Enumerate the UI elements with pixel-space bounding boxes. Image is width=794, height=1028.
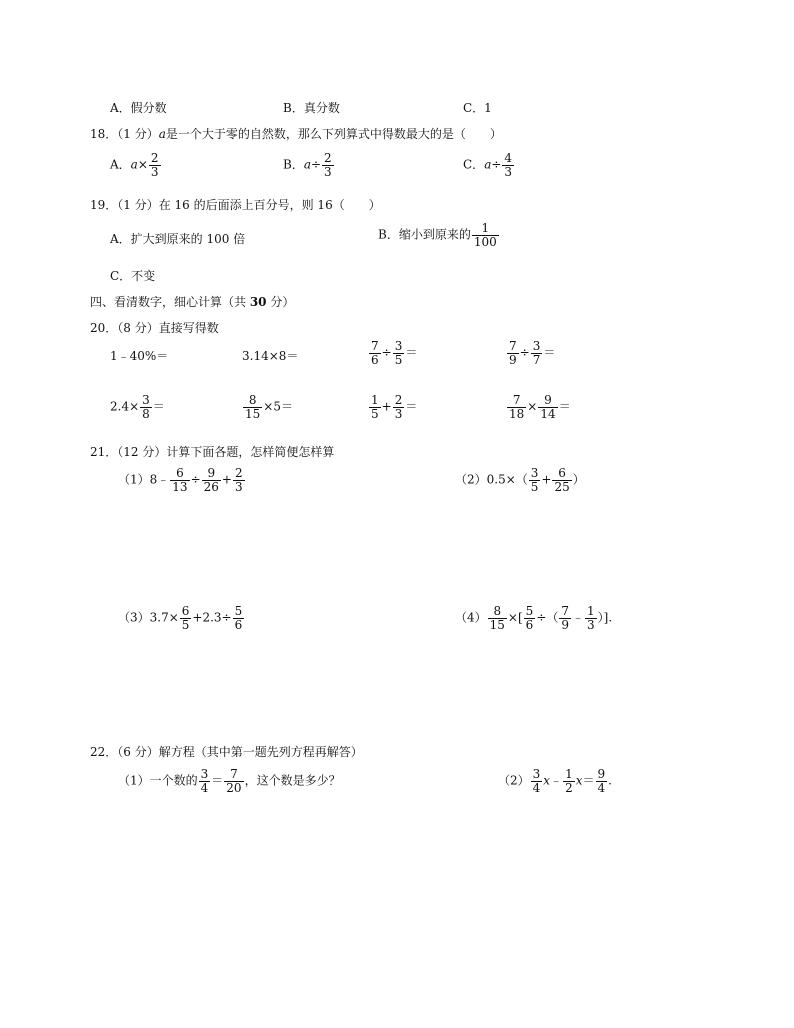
math-token: × <box>137 157 148 172</box>
fraction <box>149 152 161 178</box>
math-token: 14 <box>540 406 556 421</box>
math-token: 3.7× <box>149 610 179 625</box>
math-token: ÷ <box>381 345 392 360</box>
fraction <box>502 152 514 178</box>
q18-stem <box>90 125 502 142</box>
math-token: a <box>484 157 492 172</box>
fraction <box>524 605 536 631</box>
math-token: 8﹣ <box>149 472 170 487</box>
fraction <box>393 394 405 420</box>
math-token: ＝ <box>405 399 418 414</box>
math-token: 6 <box>525 617 534 632</box>
math-token: 25 <box>554 479 570 494</box>
math-token: 3 <box>532 339 541 353</box>
math-token: 8 <box>488 605 507 619</box>
math-token: 7 <box>532 352 541 367</box>
math-token: ＝ <box>543 345 556 360</box>
math-token: 9 <box>561 617 570 632</box>
math-token: 7 <box>371 339 379 353</box>
math-token: 5 <box>181 617 190 632</box>
math-token: 4 <box>532 780 541 795</box>
q19-option-c: C．不变 <box>110 269 156 283</box>
math-token: 8 <box>243 394 262 408</box>
math-token: 13 <box>172 479 188 494</box>
math-token: 5 <box>394 352 403 367</box>
q20-expr-3 <box>368 340 417 366</box>
math-token: 7 <box>561 604 570 618</box>
math-token: 4 <box>597 780 606 795</box>
q21-problem-3 <box>118 605 245 631</box>
math-token: 6 <box>552 467 571 481</box>
math-token: + <box>381 399 392 414</box>
math-token: 2 <box>150 151 159 165</box>
fraction <box>559 605 571 631</box>
math-token: 3 <box>587 617 595 632</box>
math-token: 3 <box>504 164 513 179</box>
math-token: A． <box>110 157 131 172</box>
fraction <box>538 394 557 420</box>
q20-expr-2: 3.14×8＝ <box>242 349 299 363</box>
math-token: + <box>541 472 552 487</box>
math-token: 7 <box>224 768 243 782</box>
math-token: a <box>303 157 311 172</box>
math-token: 6 <box>181 604 190 618</box>
q22-problem-2 <box>498 768 612 794</box>
math-token: ＝ <box>405 345 418 360</box>
math-token: B．缩小到原来的 <box>378 227 471 242</box>
math-token: ）]. <box>597 610 613 625</box>
fraction <box>322 152 334 178</box>
fraction <box>180 605 192 631</box>
fraction <box>507 340 519 366</box>
math-token: 是一个大于零的自然数，那么下列算式中得数最大的是（ ） <box>165 127 502 141</box>
math-token: ） <box>572 472 585 487</box>
q20-expr-8 <box>506 394 571 420</box>
math-token: ×[ <box>507 610 523 625</box>
math-token: 26 <box>203 479 219 494</box>
math-token: ＝ <box>558 399 571 414</box>
math-token: ，这个数是多少？ <box>244 773 341 788</box>
math-token: 7 <box>507 394 526 408</box>
math-token: ÷（ <box>536 610 559 625</box>
math-token: +2.3÷ <box>192 610 232 625</box>
math-token: 3 <box>394 339 403 353</box>
math-token: 1 <box>565 767 573 781</box>
fraction <box>243 394 262 420</box>
q21-problem-2 <box>455 467 585 493</box>
q17-option-c: C．1 <box>463 101 492 115</box>
math-token: 2 <box>565 780 573 795</box>
math-token: （2） <box>498 773 530 788</box>
math-token: B． <box>283 157 304 172</box>
fraction <box>529 467 541 493</box>
q20-expr-4 <box>506 340 555 366</box>
q18-option-b <box>283 152 335 178</box>
math-token: 3 <box>532 767 541 781</box>
math-token: 6 <box>371 352 379 367</box>
math-token: ＝ <box>211 773 224 788</box>
math-token: 9 <box>538 394 557 408</box>
math-token: 7 <box>509 339 517 353</box>
q17-option-a: A．假分数 <box>110 101 167 115</box>
math-token: . <box>608 773 612 788</box>
fraction <box>585 605 597 631</box>
q17-option-b: B．真分数 <box>283 101 340 115</box>
math-token: 5 <box>525 604 534 618</box>
math-token: 3 <box>150 164 159 179</box>
math-token: 9 <box>597 767 606 781</box>
q21-problem-4 <box>455 605 612 631</box>
math-token: （1） <box>118 472 150 487</box>
math-token: C． <box>463 157 485 172</box>
math-token: ÷ <box>310 157 322 172</box>
math-token: 8 <box>142 406 150 421</box>
fraction <box>233 467 245 493</box>
math-token: x <box>575 773 583 788</box>
math-token: 30 <box>249 295 267 309</box>
math-token: 2.4× <box>110 399 140 414</box>
math-token: a <box>130 157 138 172</box>
math-token: 4 <box>504 151 513 165</box>
fraction <box>202 467 221 493</box>
math-token: 18 <box>509 406 525 421</box>
q20-expr-6 <box>242 394 293 420</box>
math-token: ﹣ <box>550 773 563 788</box>
math-token: 3 <box>234 479 243 494</box>
math-token: 3 <box>200 767 209 781</box>
math-token: 5 <box>234 604 243 618</box>
math-token: 9 <box>509 352 517 367</box>
q20-expr-7 <box>368 394 417 420</box>
math-token: （3） <box>118 610 150 625</box>
fraction <box>140 394 152 420</box>
math-token: ×5＝ <box>263 399 293 414</box>
math-token: 5 <box>371 406 379 421</box>
q18-option-c <box>463 152 515 178</box>
q18-option-a <box>110 152 162 178</box>
fraction <box>507 394 526 420</box>
math-token: 15 <box>245 406 261 421</box>
q20-stem: 20．（8 分）直接写得数 <box>90 321 219 335</box>
q22-stem: 22．（6 分）解方程（其中第一题先列方程再解答） <box>90 745 363 759</box>
fraction <box>472 222 499 248</box>
math-token: ÷ <box>190 472 201 487</box>
q19-option-b <box>378 222 500 248</box>
math-token: x <box>543 773 551 788</box>
math-token: ＝ <box>582 773 595 788</box>
q21-stem: 21．（12 分）计算下面各题，怎样简便怎样算 <box>90 445 335 459</box>
math-token: 2 <box>394 393 403 407</box>
math-token: 5 <box>530 479 539 494</box>
math-token: 3 <box>530 466 539 480</box>
fraction <box>393 340 405 366</box>
fraction <box>488 605 507 631</box>
q19-option-a: A．扩大到原来的 100 倍 <box>110 232 246 246</box>
q22-problem-1 <box>118 768 341 794</box>
math-token: 1 <box>587 604 595 618</box>
math-token: 6 <box>170 467 189 481</box>
q20-expr-1: 1﹣40%＝ <box>110 349 169 363</box>
q21-problem-1 <box>118 467 246 493</box>
fraction <box>369 340 381 366</box>
math-token: ÷ <box>519 345 530 360</box>
math-token: 20 <box>226 780 242 795</box>
fraction <box>531 768 543 794</box>
math-token: ﹣ <box>572 610 585 625</box>
fraction <box>369 394 381 420</box>
fraction <box>224 768 243 794</box>
math-token: 3 <box>394 406 403 421</box>
math-token: 4 <box>200 780 209 795</box>
q19-stem: 19．（1 分）在 16 的后面添上百分号，则 16（ ） <box>90 198 381 212</box>
math-token: 6 <box>234 617 243 632</box>
fraction <box>233 605 245 631</box>
math-token: 100 <box>473 234 497 249</box>
math-token: 2 <box>324 151 332 165</box>
math-token: 15 <box>489 617 505 632</box>
math-token: ÷ <box>491 157 502 172</box>
math-token: ＝ <box>152 399 165 414</box>
math-token: （2） <box>455 472 487 487</box>
math-token: + <box>221 472 232 487</box>
math-token: × <box>527 399 538 414</box>
math-token: 分） <box>266 295 295 309</box>
math-token: （1）一个数的 <box>118 773 198 788</box>
fraction <box>199 768 211 794</box>
math-token: a <box>158 127 166 141</box>
math-token: 3 <box>142 393 150 407</box>
math-token: 四、看清数字，细心计算（共 <box>90 295 250 309</box>
section-4-title <box>90 293 294 310</box>
math-token: 3 <box>324 164 332 179</box>
fraction <box>170 467 189 493</box>
math-token: 9 <box>202 467 221 481</box>
fraction <box>552 467 571 493</box>
math-token: 0.5×（ <box>486 472 528 487</box>
math-token: （4） <box>455 610 487 625</box>
math-token: 18．（1 分） <box>90 127 159 141</box>
fraction <box>596 768 608 794</box>
math-token: 1 <box>371 393 379 407</box>
fraction <box>563 768 575 794</box>
math-token: 1 <box>472 222 499 236</box>
q20-expr-5 <box>110 394 165 420</box>
math-token: 2 <box>234 466 243 480</box>
fraction <box>531 340 543 366</box>
